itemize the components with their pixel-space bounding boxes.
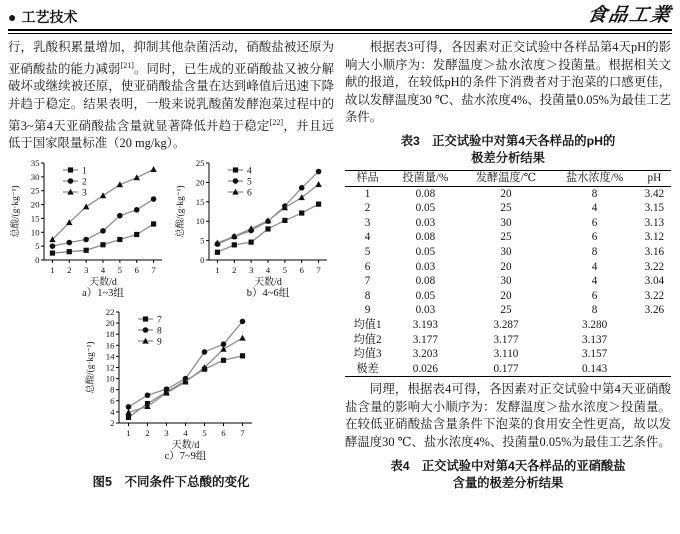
- svg-text:18: 18: [105, 329, 115, 340]
- table-cell: 3.177: [412, 333, 438, 346]
- table-header-cell: 发酵温度/℃: [475, 171, 537, 184]
- page-header: [8, 5, 672, 27]
- svg-text:1: 1: [50, 264, 55, 275]
- section-title: 工艺技术: [21, 9, 78, 25]
- table-header-cell: 盐水浓度/%: [565, 171, 624, 184]
- table-cell: 3.42: [644, 187, 665, 200]
- svg-text:30: 30: [30, 171, 40, 182]
- svg-text:总酸/(g·kg⁻¹): 总酸/(g·kg⁻¹): [86, 341, 96, 394]
- svg-text:8: 8: [110, 384, 115, 395]
- svg-text:天数/d: 天数/d: [89, 276, 117, 288]
- svg-text:5: 5: [117, 264, 123, 275]
- table-row: [345, 289, 671, 304]
- table-cell: 3.22: [644, 289, 665, 302]
- svg-text:2: 2: [232, 264, 237, 275]
- svg-text:2: 2: [67, 264, 72, 275]
- table-cell: 3.16: [644, 245, 665, 258]
- svg-text:5: 5: [200, 235, 205, 246]
- table-cell: 20: [500, 187, 512, 200]
- table4-title-line2: 含量的极差分析结果: [452, 475, 564, 490]
- svg-text:1: 1: [126, 427, 131, 438]
- svg-text:10: 10: [195, 216, 205, 227]
- figure5-top-row: [8, 156, 334, 305]
- table-cell: 0.08: [415, 231, 436, 244]
- table-cell: 3.280: [581, 318, 608, 331]
- table-cell: 6: [591, 231, 598, 244]
- header-rule: [8, 29, 672, 34]
- table-cell: [638, 333, 671, 348]
- table-cell: 均值2: [353, 333, 382, 346]
- table-cell: 3.22: [644, 260, 665, 273]
- svg-text:6: 6: [134, 264, 139, 275]
- table-cell: 3.193: [412, 318, 438, 331]
- table-row: [345, 303, 671, 318]
- table-cell: 均值1: [353, 318, 382, 331]
- table-cell: 3.157: [581, 348, 608, 361]
- svg-text:8: 8: [157, 326, 162, 337]
- svg-text:14: 14: [105, 351, 115, 362]
- table-cell: 3.12: [644, 231, 665, 244]
- table3-ph-range-analysis: [345, 170, 671, 377]
- citation-ref: [21]: [120, 60, 134, 70]
- table-cell: 4: [591, 202, 598, 215]
- table-cell: 7: [364, 275, 371, 288]
- left-column: [8, 39, 334, 495]
- figure5-bottom-row: [8, 305, 334, 468]
- svg-text:4: 4: [110, 406, 115, 417]
- table-cell: 3.137: [581, 333, 608, 346]
- table-row: [345, 216, 671, 231]
- table-cell: [638, 318, 671, 333]
- table-cell: 8: [364, 289, 371, 302]
- table-row: [345, 362, 671, 377]
- svg-text:5: 5: [202, 427, 207, 438]
- svg-text:7: 7: [316, 264, 321, 275]
- table-cell: 20: [500, 289, 512, 302]
- svg-text:2: 2: [110, 417, 115, 428]
- table-cell: 3.203: [412, 348, 438, 361]
- svg-text:6: 6: [299, 264, 304, 275]
- table-cell: 3.110: [493, 348, 519, 361]
- figure5-caption: 图5 不同条件下总酸的变化: [92, 474, 250, 489]
- section-label: [8, 7, 77, 27]
- svg-text:总酸/(g·kg⁻¹): 总酸/(g·kg⁻¹): [176, 185, 186, 238]
- table-cell: 3.15: [644, 202, 665, 215]
- svg-text:c）7~9组: c）7~9组: [164, 450, 207, 462]
- table-header-cell: pH: [647, 171, 662, 184]
- table-cell: 0.08: [415, 187, 436, 200]
- table-cell: 均值3: [353, 348, 382, 361]
- svg-text:4: 4: [247, 166, 252, 177]
- svg-text:35: 35: [30, 157, 40, 168]
- svg-text:20: 20: [105, 317, 115, 328]
- svg-text:2: 2: [82, 177, 87, 188]
- table-cell: 30: [500, 245, 512, 258]
- table-cell: 0.026: [412, 362, 438, 375]
- table3-title-line1: 表3 正交试验中对第4天各样品的pH的: [400, 133, 616, 148]
- table3-title: [345, 133, 671, 167]
- line-chart-svg: [173, 156, 334, 300]
- svg-text:3: 3: [83, 264, 89, 275]
- table-row: [345, 274, 671, 289]
- table-row: [345, 186, 671, 201]
- table3-title-line2: 极差分析结果: [471, 150, 545, 165]
- table-cell: 25: [500, 304, 512, 317]
- table-cell: 3.04: [644, 275, 665, 288]
- svg-text:3: 3: [164, 427, 169, 438]
- table-cell: 0.177: [493, 362, 519, 375]
- svg-text:7: 7: [151, 264, 156, 275]
- table-cell: 3.13: [644, 216, 665, 229]
- table-row: [345, 230, 671, 245]
- table-cell: 3.287: [493, 318, 519, 331]
- svg-text:10: 10: [105, 373, 115, 384]
- svg-text:6: 6: [110, 395, 115, 406]
- body-paragraph-right-2: 同理，根据表4可得，各因素对正交试验中第4天亚硝酸盐含量的影响大小顺序为：发酵温度＞盐水浓度＞投菌量。在较低亚硝酸盐含量条件下泡菜的食用安全性更高，故以发酵温度30 ℃、盐水浓度4%、投菌量0.05%为最佳工艺条件。: [345, 382, 671, 450]
- table-cell: 20: [500, 260, 512, 273]
- table-cell: 0.143: [581, 362, 608, 375]
- table-cell: 极差: [356, 362, 379, 375]
- table4-title: [345, 458, 671, 492]
- table-cell: 3.26: [644, 304, 665, 317]
- svg-text:20: 20: [30, 199, 40, 210]
- svg-text:6: 6: [247, 188, 252, 199]
- right-column: [345, 39, 671, 495]
- journal-logo: 食品工業: [585, 5, 674, 26]
- svg-text:4: 4: [100, 264, 106, 275]
- table-cell: 4: [364, 231, 371, 244]
- table-cell: 25: [500, 202, 512, 215]
- table-row: [345, 260, 671, 275]
- table-cell: 30: [500, 216, 512, 229]
- table-cell: 4: [591, 260, 598, 273]
- svg-text:b）4~6组: b）4~6组: [246, 287, 290, 299]
- table-row: [345, 201, 671, 216]
- svg-text:10: 10: [30, 227, 40, 238]
- table-row: [345, 245, 671, 260]
- citation-ref: [22]: [269, 117, 284, 127]
- table-cell: 0.05: [415, 289, 436, 302]
- svg-text:总酸/(g·kg⁻¹): 总酸/(g·kg⁻¹): [11, 185, 21, 238]
- svg-text:3: 3: [248, 264, 254, 275]
- table-cell: 30: [500, 275, 512, 288]
- table-cell: 4: [591, 275, 598, 288]
- svg-text:7: 7: [157, 315, 162, 326]
- table-cell: [638, 362, 671, 377]
- svg-text:7: 7: [240, 427, 245, 438]
- paragraph-segment: ，并且远低于国家限量标准（20 mg/kg）。: [8, 118, 334, 151]
- svg-text:15: 15: [195, 196, 205, 207]
- table-cell: 5: [364, 245, 371, 258]
- table-cell: 3: [364, 216, 371, 229]
- svg-text:22: 22: [105, 306, 115, 317]
- svg-text:1: 1: [215, 264, 220, 275]
- svg-text:15: 15: [30, 213, 40, 224]
- table-cell: 8: [591, 245, 598, 258]
- table-header-cell: 投菌量/%: [402, 171, 449, 184]
- body-paragraph-left: [8, 39, 334, 153]
- svg-text:0: 0: [200, 254, 205, 265]
- line-chart-svg: [83, 305, 259, 463]
- table-cell: 0.03: [415, 304, 436, 317]
- two-column-layout: [8, 39, 672, 495]
- table-cell: 8: [591, 187, 598, 200]
- chart-groups-7-9: [83, 305, 259, 468]
- svg-text:5: 5: [247, 177, 252, 188]
- svg-text:4: 4: [183, 427, 188, 438]
- table-cell: 0.05: [415, 245, 436, 258]
- chart-groups-1-3: [8, 156, 169, 305]
- svg-text:16: 16: [105, 340, 115, 351]
- paragraph-segment: 行，乳酸积累量增加，抑制其他杂菌活动，硝酸盐被还原为亚硝酸盐的能力减弱: [8, 40, 334, 76]
- table-row: [345, 318, 671, 333]
- svg-text:a）1~3组: a）1~3组: [82, 287, 124, 299]
- svg-text:25: 25: [30, 185, 40, 196]
- body-paragraph-right-1: 根据表3可得，各因素对正交试验中各样品第4天pH的影响大小顺序为：发酵温度＞盐水浓度＞投菌量。根据相关文献的报道，在较低pH的条件下消费者对于泡菜的口感更佳，故以发酵温度30 ℃、盐水浓度4%、投菌量0.05%为最佳工艺条件。: [345, 40, 671, 125]
- table-cell: 0.08: [415, 275, 436, 288]
- svg-text:天数/d: 天数/d: [171, 439, 200, 451]
- svg-text:天数/d: 天数/d: [254, 276, 282, 288]
- svg-text:4: 4: [265, 264, 271, 275]
- table-cell: 9: [364, 304, 371, 317]
- table-cell: 8: [591, 304, 598, 317]
- table-cell: 0.03: [415, 260, 436, 273]
- table-row: [345, 347, 671, 362]
- svg-text:6: 6: [221, 427, 226, 438]
- table-cell: 1: [364, 187, 371, 200]
- table-cell: 6: [364, 260, 371, 273]
- table-cell: 6: [591, 289, 598, 302]
- table-header-cell: 样品: [356, 171, 379, 184]
- table-row: [345, 333, 671, 348]
- table-cell: [638, 347, 671, 362]
- svg-text:9: 9: [157, 337, 162, 348]
- svg-text:5: 5: [35, 240, 40, 251]
- svg-text:5: 5: [282, 264, 288, 275]
- svg-text:1: 1: [82, 166, 87, 177]
- svg-text:3: 3: [82, 188, 87, 199]
- table-header-row: [345, 170, 671, 186]
- table-cell: 3.177: [493, 333, 519, 346]
- table-cell: 2: [364, 202, 371, 215]
- svg-text:25: 25: [195, 157, 205, 168]
- table-cell: 6: [591, 216, 598, 229]
- svg-text:2: 2: [145, 427, 150, 438]
- svg-text:20: 20: [195, 177, 205, 188]
- table-cell: 0.03: [415, 216, 436, 229]
- table4-title-line1: 表4 正交试验中对第4天各样品的亚硝酸盐: [390, 458, 626, 473]
- table-cell: 25: [500, 231, 512, 244]
- table-cell: 0.05: [415, 202, 436, 215]
- line-chart-svg: [8, 156, 169, 300]
- paragraph-segment: 。同时，已生成的亚硝酸盐又被分解破坏或继续被还原，使亚硝酸盐含量在达到峰值后迅速下降并趋于稳定。结果表明，一般来说乳酸菌发酵泡菜过程中的第3~第4天亚硝酸盐含量就显著降低并趋于稳定: [8, 61, 335, 133]
- svg-text:12: 12: [105, 362, 115, 373]
- chart-groups-4-6: [173, 156, 334, 305]
- section-bullet-icon: ●: [8, 9, 17, 25]
- svg-text:0: 0: [35, 254, 40, 265]
